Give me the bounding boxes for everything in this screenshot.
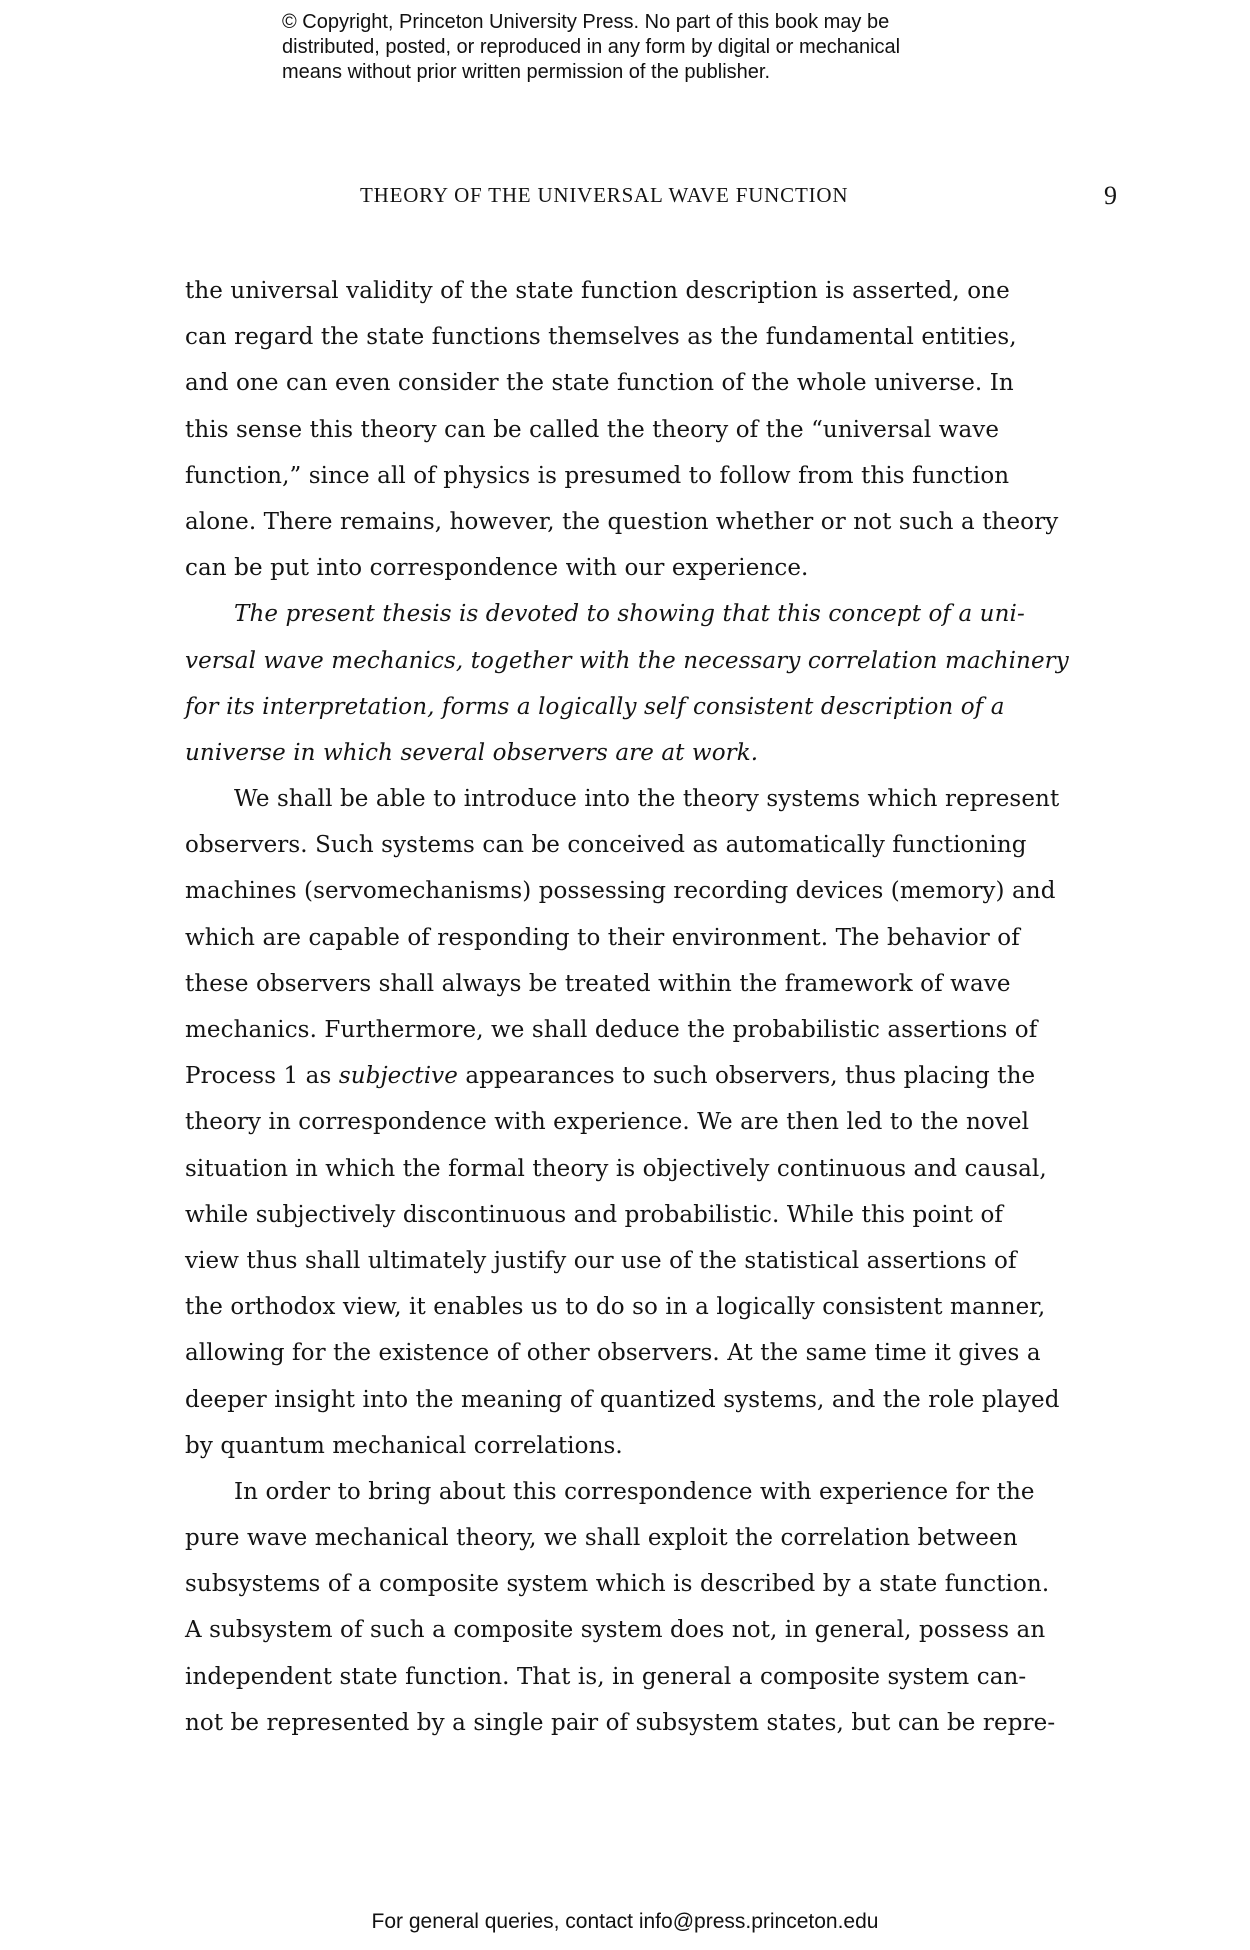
text-line: We shall be able to introduce into the theory systems which represent [234, 786, 1060, 813]
text-line: can be put into correspondence with our experience. [185, 555, 809, 582]
text-segment: appearances to such observers, thus placing the [457, 1063, 1036, 1090]
text-line: while subjectively discontinuous and probabilistic. While this point of [185, 1201, 1004, 1228]
text-line: can regard the state functions themselves as the fundamental entities, [185, 324, 1017, 351]
text-line: A subsystem of such a composite system does not, in general, possess an [185, 1617, 1046, 1644]
footer-contact: For general queries, contact info@press.princeton.edu [371, 1910, 879, 1933]
text-line: which are capable of responding to their environment. The behavior of [185, 924, 1020, 951]
text-line: function,” since all of physics is presumed to follow from this function [185, 462, 1010, 489]
copyright-line: © Copyright, Princeton University Press. No part of this book may be [282, 11, 890, 33]
text-line: not be represented by a single pair of subsystem states, but can be repre- [185, 1709, 1056, 1736]
paragraph [185, 268, 1135, 591]
text-line: view thus shall ultimately justify our use of the statistical assertions of [185, 1247, 1017, 1274]
text-line: this sense this theory can be called the theory of the “universal wave [185, 416, 1000, 443]
text-line [185, 1053, 1135, 1099]
text-line: mechanics. Furthermore, we shall deduce the probabilistic assertions of [185, 1017, 1038, 1043]
copyright-line: means without prior written permission of the publisher. [282, 61, 771, 83]
text-line: universe in which several observers are at work. [185, 739, 759, 766]
paragraph [185, 1469, 1135, 1746]
emphasis-text: subjective [338, 1063, 458, 1090]
paragraph [185, 776, 1135, 1469]
text-line: The present thesis is devoted to showing that this concept of a uni- [234, 601, 1025, 628]
running-title: THEORY OF THE UNIVERSAL WAVE FUNCTION [360, 183, 849, 207]
paragraph-italic [185, 591, 1135, 776]
text-line: independent state function. That is, in general a composite system can- [185, 1663, 1027, 1690]
page-number: 9 [1104, 181, 1117, 210]
text-line: versal wave mechanics, together with the necessary correlation machinery [185, 647, 1069, 674]
text-line: the universal validity of the state function description is asserted, one [185, 278, 1010, 304]
text-line: theory in correspondence with experience. We are then led to the novel [185, 1109, 1030, 1136]
text-segment: Process 1 as [185, 1063, 339, 1090]
running-head [0, 183, 1250, 213]
text-line: these observers shall always be treated within the framework of wave [185, 970, 1011, 997]
text-line: machines (servomechanisms) possessing recording devices (memory) and [185, 878, 1056, 905]
body-text [185, 268, 1135, 1746]
text-line: for its interpretation, forms a logically self consistent description of a [185, 693, 1005, 720]
text-line: situation in which the formal theory is objectively continuous and causal, [185, 1155, 1047, 1182]
text-line: pure wave mechanical theory, we shall exploit the correlation between [185, 1525, 1018, 1552]
copyright-line: distributed, posted, or reproduced in any form by digital or mechanical [282, 36, 901, 58]
text-line: subsystems of a composite system which is described by a state function. [185, 1571, 1050, 1598]
text-line: by quantum mechanical correlations. [185, 1432, 623, 1459]
text-line: and one can even consider the state function of the whole universe. In [185, 370, 1014, 397]
text-line: alone. There remains, however, the question whether or not such a theory [185, 508, 1059, 535]
text-line: the orthodox view, it enables us to do so in a logically consistent manner, [185, 1294, 1046, 1321]
text-line: allowing for the existence of other observers. At the same time it gives a [185, 1340, 1041, 1367]
copyright-notice [282, 10, 1042, 85]
text-line: In order to bring about this correspondence with experience for the [234, 1478, 1035, 1505]
text-line: deeper insight into the meaning of quantized systems, and the role played [185, 1386, 1060, 1413]
text-line: observers. Such systems can be conceived as automatically functioning [185, 832, 1027, 859]
